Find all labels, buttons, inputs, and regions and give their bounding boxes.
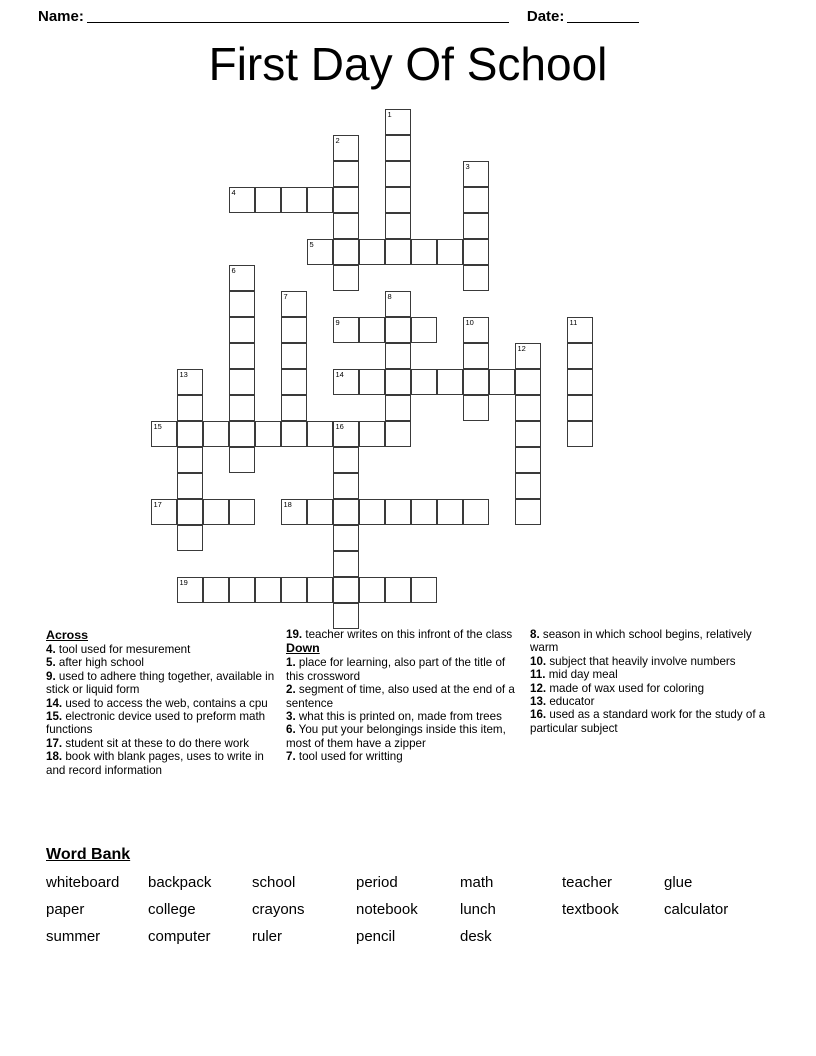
clue-text: place for learning, also part of the title of this crossword: [286, 656, 506, 683]
grid-cell[interactable]: [385, 239, 411, 265]
grid-cell-number: 14: [335, 370, 344, 379]
clue-number: 2.: [286, 683, 296, 697]
grid-cell[interactable]: [515, 395, 541, 421]
grid-cell[interactable]: [177, 525, 203, 551]
grid-cell[interactable]: [177, 447, 203, 473]
clue-text: electronic device used to preform math functions: [46, 710, 266, 737]
grid-cell[interactable]: [359, 317, 385, 343]
word-bank-row: [46, 900, 776, 927]
clue-across-15: [46, 710, 282, 737]
grid-cell-start-6[interactable]: [229, 265, 255, 291]
clue-column-2: [286, 628, 526, 764]
clue-text: tool used for writting: [295, 750, 403, 764]
clue-down-16: [530, 708, 772, 735]
grid-cell-start-8[interactable]: [385, 291, 411, 317]
grid-cell-number: 7: [283, 292, 288, 301]
grid-cell[interactable]: [411, 239, 437, 265]
clue-number: 7.: [286, 750, 296, 764]
grid-cell-number: 2: [335, 136, 340, 145]
grid-cell-start-19[interactable]: [177, 577, 203, 603]
grid-cell[interactable]: [463, 239, 489, 265]
date-label: Date:: [526, 8, 565, 25]
grid-cell[interactable]: [281, 369, 307, 395]
grid-cell[interactable]: [385, 317, 411, 343]
clue-number: 4.: [46, 643, 56, 656]
grid-cell[interactable]: [411, 317, 437, 343]
clue-across-18: [46, 750, 282, 777]
grid-cell[interactable]: [385, 187, 411, 213]
grid-cell[interactable]: [567, 421, 593, 447]
word-bank-word[interactable]: glue: [664, 874, 693, 891]
grid-cell[interactable]: [281, 187, 307, 213]
grid-cell[interactable]: [515, 473, 541, 499]
grid-cell[interactable]: [463, 213, 489, 239]
grid-cell[interactable]: [281, 577, 307, 603]
clue-across-14: [46, 697, 282, 710]
grid-cell[interactable]: [437, 239, 463, 265]
grid-cell[interactable]: [515, 369, 541, 395]
clue-number: 19.: [286, 628, 303, 641]
clue-text: teacher writes on this infront of the class: [302, 628, 513, 641]
down-heading: Down: [286, 641, 320, 656]
clue-number: 1.: [286, 656, 296, 670]
grid-cell[interactable]: [463, 343, 489, 369]
grid-cell-number: 6: [231, 266, 236, 275]
grid-cell[interactable]: [437, 499, 463, 525]
grid-cell-start-1[interactable]: [385, 109, 411, 135]
clue-number: 10.: [530, 654, 547, 668]
word-bank-word[interactable]: crayons: [252, 901, 305, 918]
grid-cell[interactable]: [385, 161, 411, 187]
word-bank-word[interactable]: period: [356, 874, 398, 891]
grid-cell[interactable]: [463, 499, 489, 525]
clue-down-13: [530, 695, 772, 708]
grid-cell[interactable]: [229, 577, 255, 603]
grid-cell[interactable]: [177, 395, 203, 421]
grid-cell[interactable]: [203, 499, 229, 525]
grid-cell[interactable]: [307, 421, 333, 447]
grid-cell[interactable]: [463, 369, 489, 395]
grid-cell[interactable]: [385, 369, 411, 395]
clue-text: made of wax used for coloring: [546, 681, 705, 695]
clue-across-4: [46, 643, 282, 656]
clue-text: used as a standard work for the study of a particular subject: [530, 708, 766, 735]
grid-cell-number: 10: [465, 318, 474, 327]
clue-down-2: [286, 683, 526, 710]
word-bank-section: [46, 845, 776, 954]
grid-cell[interactable]: [333, 447, 359, 473]
grid-cell-number: 5: [309, 240, 314, 249]
word-bank-word[interactable]: desk: [460, 928, 492, 945]
word-bank-word[interactable]: ruler: [252, 928, 283, 945]
grid-cell[interactable]: [333, 213, 359, 239]
word-bank-word[interactable]: lunch: [460, 901, 496, 918]
clue-text: mid day meal: [545, 668, 618, 682]
word-bank-word[interactable]: paper: [46, 901, 85, 918]
word-bank-word[interactable]: college: [148, 901, 196, 918]
grid-cell[interactable]: [203, 421, 229, 447]
clue-down-1: [286, 656, 526, 683]
grid-cell-number: 1: [387, 110, 392, 119]
grid-cell[interactable]: [385, 395, 411, 421]
grid-cell-start-16[interactable]: [333, 421, 359, 447]
grid-cell-number: 9: [335, 318, 340, 327]
grid-cell[interactable]: [385, 499, 411, 525]
grid-cell[interactable]: [567, 369, 593, 395]
grid-cell[interactable]: [229, 421, 255, 447]
clue-number: 12.: [530, 681, 547, 695]
clue-down-11: [530, 668, 772, 681]
clue-text: after high school: [55, 656, 144, 670]
clue-text: student sit at these to do there work: [62, 736, 250, 750]
grid-cell-start-3[interactable]: [463, 161, 489, 187]
grid-cell-number: 12: [517, 344, 526, 353]
clue-across-19: [286, 628, 526, 641]
grid-cell-start-9[interactable]: [333, 317, 359, 343]
clue-text: segment of time, also used at the end of a sentence: [286, 683, 515, 710]
grid-cell-start-14[interactable]: [333, 369, 359, 395]
clue-down-10: [530, 655, 772, 668]
grid-cell-start-5[interactable]: [307, 239, 333, 265]
grid-cell[interactable]: [333, 603, 359, 629]
grid-cell[interactable]: [281, 421, 307, 447]
word-bank-word[interactable]: summer: [46, 928, 101, 945]
clue-text: book with blank pages, uses to write in and record information: [46, 750, 264, 777]
grid-cell[interactable]: [515, 499, 541, 525]
grid-cell[interactable]: [307, 187, 333, 213]
grid-cell[interactable]: [177, 499, 203, 525]
grid-cell[interactable]: [229, 317, 255, 343]
clue-number: 17.: [46, 736, 63, 750]
word-bank-row: [46, 873, 776, 900]
word-bank-word[interactable]: school: [252, 874, 296, 891]
clue-text: what this is printed on, made from trees: [295, 710, 502, 724]
grid-cell-start-4[interactable]: [229, 187, 255, 213]
grid-cell[interactable]: [463, 395, 489, 421]
grid-cell-start-2[interactable]: [333, 135, 359, 161]
grid-cell[interactable]: [515, 447, 541, 473]
clue-text: used to access the web, contains a cpu: [62, 696, 268, 710]
grid-cell[interactable]: [229, 447, 255, 473]
clue-text: subject that heavily involve numbers: [546, 654, 736, 668]
grid-cell[interactable]: [333, 265, 359, 291]
clue-number: 11.: [530, 668, 546, 682]
grid-cell-number: 3: [465, 162, 470, 171]
clue-across-17: [46, 737, 282, 750]
grid-cell[interactable]: [333, 239, 359, 265]
grid-cell-number: 11: [569, 318, 578, 327]
grid-cell[interactable]: [255, 421, 281, 447]
grid-cell[interactable]: [385, 213, 411, 239]
clue-down-3: [286, 710, 526, 723]
grid-cell-start-12[interactable]: [515, 343, 541, 369]
grid-cell[interactable]: [281, 343, 307, 369]
clue-text: tool used for mesurement: [55, 643, 191, 656]
grid-cell[interactable]: [359, 239, 385, 265]
grid-cell[interactable]: [203, 577, 229, 603]
grid-cell[interactable]: [385, 577, 411, 603]
grid-cell[interactable]: [333, 525, 359, 551]
word-bank-row: [46, 927, 776, 954]
clue-down-12: [530, 682, 772, 695]
clue-number: 14.: [46, 696, 63, 710]
grid-cell[interactable]: [411, 577, 437, 603]
grid-cell[interactable]: [177, 473, 203, 499]
grid-cell[interactable]: [229, 369, 255, 395]
clue-down-7: [286, 750, 526, 763]
word-bank-title: Word Bank: [46, 846, 131, 863]
grid-cell[interactable]: [229, 291, 255, 317]
grid-cell[interactable]: [307, 577, 333, 603]
grid-cell[interactable]: [281, 317, 307, 343]
grid-cell[interactable]: [567, 395, 593, 421]
clue-number: 16.: [530, 708, 547, 722]
grid-cell[interactable]: [359, 499, 385, 525]
grid-cell-number: 8: [387, 292, 392, 301]
grid-cell[interactable]: [281, 395, 307, 421]
clue-text: educator: [546, 695, 595, 709]
word-bank-word[interactable]: pencil: [356, 928, 396, 945]
grid-cell[interactable]: [567, 343, 593, 369]
grid-cell-number: 18: [283, 500, 292, 509]
grid-cell[interactable]: [411, 369, 437, 395]
grid-cell[interactable]: [333, 187, 359, 213]
clue-number: 18.: [46, 750, 63, 764]
word-bank-word[interactable]: teacher: [562, 874, 613, 891]
clue-number: 13.: [530, 695, 547, 709]
grid-cell-start-11[interactable]: [567, 317, 593, 343]
word-bank-word[interactable]: calculator: [664, 901, 729, 918]
page-title: First Day Of School: [208, 38, 608, 90]
grid-cell[interactable]: [229, 343, 255, 369]
word-bank-word[interactable]: backpack: [148, 874, 212, 891]
grid-cell-start-17[interactable]: [151, 499, 177, 525]
grid-cell[interactable]: [333, 577, 359, 603]
clue-text: You put your belongings inside this item, most of them have a zipper: [286, 723, 506, 750]
word-bank-word[interactable]: math: [460, 874, 494, 891]
word-bank-word[interactable]: computer: [148, 928, 211, 945]
grid-cell[interactable]: [437, 369, 463, 395]
clue-down-6: [286, 723, 526, 750]
clue-text: season in which school begins, relatively warm: [530, 628, 752, 655]
clue-number: 8.: [530, 628, 540, 641]
clue-number: 3.: [286, 710, 296, 724]
clue-number: 9.: [46, 669, 56, 683]
clue-text: used to adhere thing together, available in stick or liquid form: [46, 669, 275, 697]
clue-across-5: [46, 656, 282, 669]
clue-across-9: [46, 670, 282, 697]
grid-cell[interactable]: [333, 161, 359, 187]
grid-cell-start-13[interactable]: [177, 369, 203, 395]
grid-cell[interactable]: [177, 421, 203, 447]
grid-cell[interactable]: [229, 499, 255, 525]
grid-cell[interactable]: [411, 499, 437, 525]
clue-down-8: [530, 628, 772, 655]
clue-number: 15.: [46, 710, 63, 724]
grid-cell[interactable]: [333, 499, 359, 525]
grid-cell[interactable]: [359, 577, 385, 603]
grid-cell-start-18[interactable]: [281, 499, 307, 525]
word-bank-word[interactable]: whiteboard: [46, 874, 120, 891]
grid-cell-start-10[interactable]: [463, 317, 489, 343]
grid-cell-number: 19: [179, 578, 188, 587]
name-label: Name:: [38, 8, 84, 25]
grid-cell[interactable]: [359, 369, 385, 395]
grid-cell-number: 15: [153, 422, 162, 431]
clue-number: 5.: [46, 656, 56, 670]
word-bank-rows: [46, 873, 776, 954]
grid-cell[interactable]: [359, 421, 385, 447]
grid-cell-number: 17: [153, 500, 162, 509]
across-heading: Across: [46, 628, 89, 642]
grid-cell-number: 13: [179, 370, 188, 379]
word-bank-word[interactable]: notebook: [356, 901, 418, 918]
clue-column-1: [46, 628, 282, 777]
grid-cell[interactable]: [385, 135, 411, 161]
word-bank-word[interactable]: textbook: [562, 901, 619, 918]
grid-cell[interactable]: [385, 421, 411, 447]
grid-cell[interactable]: [255, 187, 281, 213]
grid-cell[interactable]: [255, 577, 281, 603]
grid-cell[interactable]: [333, 551, 359, 577]
grid-cell[interactable]: [463, 265, 489, 291]
clues-section: [46, 628, 772, 840]
grid-cell-number: 4: [231, 188, 236, 197]
clue-number: 6.: [286, 723, 296, 737]
grid-cell[interactable]: [307, 499, 333, 525]
grid-cell[interactable]: [385, 343, 411, 369]
grid-cell[interactable]: [333, 473, 359, 499]
grid-cell[interactable]: [489, 369, 515, 395]
grid-cell[interactable]: [515, 421, 541, 447]
grid-cell-start-15[interactable]: [151, 421, 177, 447]
grid-cell[interactable]: [229, 395, 255, 421]
grid-cell-number: 16: [335, 422, 344, 431]
grid-cell[interactable]: [463, 187, 489, 213]
clue-column-3: [530, 628, 772, 735]
grid-cell-start-7[interactable]: [281, 291, 307, 317]
